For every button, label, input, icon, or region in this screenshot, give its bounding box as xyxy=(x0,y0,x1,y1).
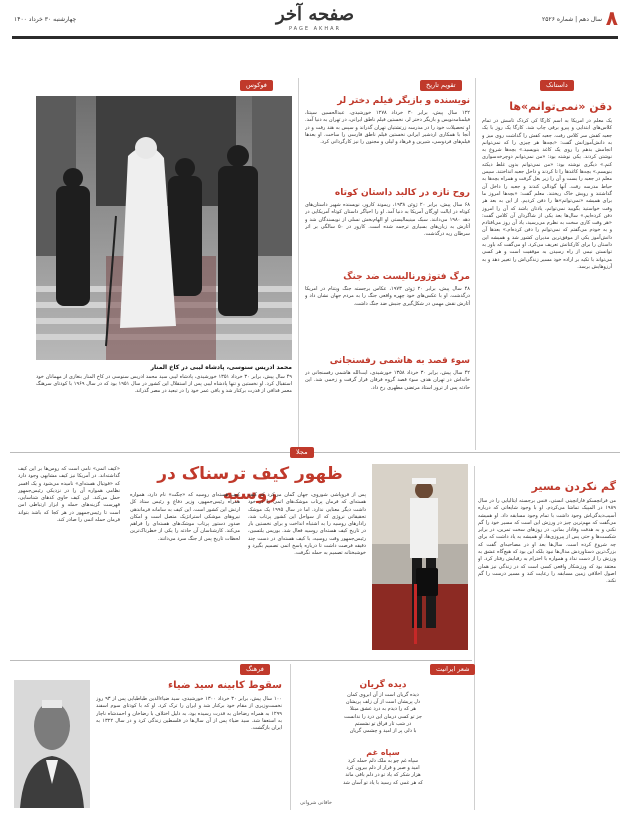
column-divider xyxy=(290,664,291,810)
mosaba-title: ظهور کیف ترسناک در روسیه xyxy=(157,464,343,504)
gom-title: گم نکردن مسیر xyxy=(531,480,616,493)
section-tag-dastanak: داستانک xyxy=(540,80,574,91)
historic-photo-image xyxy=(36,96,292,360)
photo-caption-title: محمد ادریس سنوسی، پادشاه لیبی در کاخ المنار xyxy=(150,364,292,371)
column-divider xyxy=(475,78,476,450)
page-number: ۸ xyxy=(605,6,618,30)
taqvim-item-title: روح تازه در کالبد داستان کوتاه xyxy=(334,188,470,198)
dastanak-body: یک معلم در آمریکا به اسم کارگا کی کردک تاسش در تمام کلاس‌های ابتدایی و پیرو برقی چاپ شد. کارگا یک روز با یک جعبه کفش سر کلاس رفت. جعبه کفش را گذاشت روی میز و به دانش‌آموزانش گفت: «بچه‌ها هر چیزی را که نمی‌توانم انجامش بدهم را روی یک کاغذ بنویسید.» بچه‌ها شروع به نوشتن کردند. یکی نوشته بود: «من نمی‌توانم دوچرخه‌سواری کنم.» دیگری نوشته بود: «من نمی‌توانم بدون غلط دیکته بنویسم.» بچه‌ها کاغذها را تا کردند و داخل جعبه انداختند. سپس معلم در جعبه را بست و آن را زیر بغل گرفت و همراه بچه‌ها به حیاط مدرسه رفت. آنها گودالی کندند و جعبه را داخل آن گذاشتند و رویش خاک ریختند. معلم گفت: «بچه‌ها امروز ما برای همیشه «نمی‌توانم»ها را دفن کردیم. از این به بعد هر وقت خواستید بگویید نمی‌توانم، یادتان باشد که آن را امروز دفن کرده‌ایم.» سال‌ها بعد یکی از شاگردان آن کلاس گفت: «هر وقت کاری سخت به نظرم می‌رسید، یاد آن روز می‌افتادم و به خودم می‌گفتم که نمی‌توانم را دفن کرده‌ام.» بعدها آن دانش‌آموز یکی از موفق‌ترین مدیران کشور شد و همیشه این داستان را برای کارکنانش تعریف می‌کرد. او می‌گفت که باور به توانستن نیمی از راه رسیدن به موفقیت است و هر کسی می‌تواند با تکیه بر اراده خود مسیر زندگی‌اش را تغییر دهد و به آرزوهایش برسد. xyxy=(482,118,612,270)
photo-caption-body: ۴۹ سال پیش، برابر ۳۰ خرداد ۱۳۵۱ خورشیدی، پادشاه لیبی سید محمد ادریس سنوسی در کاخ المنار بنغازی از مهمانان خود استقبال کرد. او نخستین و تنها پادشاه لیبی پس از استقلال این کشور در سال ۱۹۵۱ بود که در سال ۱۹۶۹ با کودتای سرهنگ معمر قذافی از قدرت برکنار شد و باقی عمر خود را در تبعید در مصر گذراند. xyxy=(36,374,292,394)
poem-body: دیده گریان است از آن ابروی کمان دل پریشان است از آن زلف پریشان هر که را دیدم به درد عشق مبتلا جز تو کسی درمان این درد را ندانست در شب تار فراق تو نشستم با دلی پر از امید و چشمی گریان xyxy=(344,692,422,735)
farhang-title: سقوط کابینه سید ضیاء xyxy=(168,680,282,691)
mosaba-column: «کیف اتمی» نامی است که روس‌ها بر این کیف گذاشته‌اند. در آمریکا نیز کیف مشابهی وجود دارد که «فوتبال هسته‌ای» نامیده می‌شود و یک افسر نظامی همواره آن را در نزدیکی رئیس‌جمهور حمل می‌کند. این کیف حاوی کدهای شناسایی، فهرست گزینه‌های حمله و ابزار ارتباطی امن است تا رئیس‌جمهور در هر کجا که باشد بتواند فرمان حمله اتمی را صادر کند. xyxy=(18,466,120,524)
farhang-body: ۱۰۰ سال پیش، برابر ۳۰ خرداد ۱۳۰۰ خورشیدی، سید ضیاءالدین طباطبایی پس از ۹۳ روز نخست‌وزیری از مقام خود برکنار شد و ایران را ترک کرد. او که با کودتای سوم اسفند ۱۲۹۹ به همراه رضاخان به قدرت رسیده بود، به دلیل اختلاف با رضاخان و احمدشاه ناچار به استعفا شد. سید ضیاء پس از آن سال‌ها در فلسطین زندگی کرد و در سال ۱۳۲۲ به ایران بازگشت. xyxy=(96,696,282,732)
column-divider xyxy=(298,78,299,450)
section-tag-farhang: فرهنگ xyxy=(240,664,270,675)
section-tag-photo: فوکوس xyxy=(240,80,273,91)
date-info: چهارشنبه ۳۰ خرداد ۱۴۰۰ xyxy=(14,16,77,23)
section-rule xyxy=(10,660,472,661)
soldier-photo-image xyxy=(372,464,468,650)
taqvim-item-body: ۱۲۲ سال پیش، برابر ۳۰ خرداد ۱۲۷۸ خورشیدی، عبدالحسین سپنتا، فیلمنامه‌نویس و بازیگر دختر لر، نخستین فیلم ناطق ایرانی، در تهران به دنیا آمد. او تحصیلات خود را در مدرسه زرتشتیان تهران گذراند و سپس به هند رفت و در آنجا با همکاری اردشیر ایرانی نخستین فیلم ناطق فارسی را ساخت. او بعدها فیلم‌های فردوسی، شیرین و فرهاد و لیلی و مجنون را نیز کارگردانی کرد. xyxy=(305,110,470,146)
taqvim-item-body: ۴۲ سال پیش، برابر ۳۰ خرداد ۱۳۵۸ خورشیدی، آیت‌الله هاشمی رفسنجانی در خانه‌اش در تهران هدف سوء قصد گروه فرقان قرار گرفت و زخمی شد. این حادثه پس از ترور استاد مرتضی مطهری رخ داد. xyxy=(305,370,470,391)
portrait-photo xyxy=(14,680,90,808)
taqvim-item-title: نویسنده و بازیگر فیلم دختر لر xyxy=(337,96,470,106)
taqvim-item-title: سوء قصد به هاشمی رفسنجانی xyxy=(329,356,470,366)
portrait-photo-image xyxy=(14,680,90,808)
masthead-subtitle: PAGE AKHAR xyxy=(288,26,341,32)
taqvim-item-title: مرگ فتوژورنالیست ضد جنگ xyxy=(343,272,470,282)
historic-photo xyxy=(36,96,292,360)
taqvim-item-body: ۴۸ سال پیش، برابر ۲۰ ژوئن ۱۹۷۳، عکاس برجسته جنگ ویتنام در آمریکا درگذشت. او با عکس‌های خود چهره واقعی جنگ را به مردم جهان نشان داد و آثارش نقش مهمی در شکل‌گیری جنبش ضد جنگ داشت. xyxy=(305,286,470,307)
section-tag-sher: شعر ایرانیت xyxy=(430,664,475,675)
section-rule xyxy=(10,452,620,453)
poem-title: دیده گریان xyxy=(359,680,407,690)
poem-author: خاقانی شروانی xyxy=(300,800,332,806)
section-tag-taqvim: تقویم تاریخ xyxy=(420,80,462,91)
header-rule xyxy=(12,36,618,39)
section-tag-mosaba: مجلا xyxy=(290,447,314,458)
gom-body: من فرانچسکو فارانچینی آنستی، فنس برجسته ایتالیایی را در سال ۱۹۸۹ در المپیک تماشا می‌کردم. او با وجود شایعاتی که درباره آسیب‌دیدگی‌اش وجود داشت با تمام وجود مسابقه داد. او همیشه می‌گفت که مهم‌ترین چیز در ورزش این است که مسیر خود را گم نکنی و به هدفت وفادار بمانی. در روزهای سخت تمرین، در برابر شکست‌ها و حتی پس از پیروزی‌ها، او همیشه به یاد داشت که برای چه شروع کرده است. سال‌ها بعد او در مصاحبه‌ای گفت که بزرگ‌ترین دستاوردش مدال‌ها نبود بلکه این بود که هیچ‌گاه عشق به ورزش را از دست نداد و همواره با احترام به رقبایش رفتار کرد. او معتقد بود که ورزشکار واقعی کسی است که در زندگی نیز همان اصول اخلاقی زمین مسابقه را رعایت کند و مسیر درست را گم نکند. xyxy=(478,498,616,585)
soldier-photo xyxy=(372,464,468,650)
poem-second-title: سپاه غم xyxy=(366,748,400,757)
mosaba-column: پس از فروپاشی شوروی، جهان گمان می‌کرد که کیف هسته‌ای که فرمان پرتاب موشک‌های اتمی را در خود داشت دیگر معنایی ندارد. اما در سال ۱۹۹۵ یک موشک تحقیقاتی نروژی که از سواحل این کشور پرتاب شد، رادارهای روسیه را به اشتباه انداخت و برای نخستین بار در تاریخ کیف هسته‌ای روسیه فعال شد. بوریس یلتسین، رئیس‌جمهور وقت روسیه، با کیف هسته‌ای در دست چند دقیقه فرصت داشت تا درباره پاسخ اتمی تصمیم بگیرد و خوشبختانه تصمیم به حمله نگرفت. xyxy=(248,492,366,557)
masthead: صفحه آخر xyxy=(276,4,354,25)
column-divider xyxy=(474,466,475,810)
dastanak-title: دقن «نمی‌توانم»ها xyxy=(509,100,612,113)
taqvim-item-body: ۶۸ سال پیش، برابر ۲۰ ژوئن ۱۹۳۸، ریموند کارور، نویسنده شهیر داستان‌های کوتاه در ایالت اورگان آمریکا به دنیا آمد. او را احیاگر داستان کوتاه آمریکایی در دهه ۱۹۸۰ می‌دانند. سبک مینیمالیستی او الهام‌بخش نسلی از نویسندگان شد و آثارش به زبان‌های بسیاری ترجمه شده است. کارور در ۵۰ سالگی بر اثر سرطان ریه درگذشت. xyxy=(305,202,470,238)
poem-second-body: سپاه غم چو به ملک دلم حمله کرد امید و صبر و قرار از دلم بیرون کرد هزار شکر که یاد تو در دلم باقی ماند که هر غمی که رسید با یاد تو آسان شد xyxy=(343,758,423,786)
mosaba-column: کیف هسته‌ای روسیه که «چگت» نام دارد، همواره همراه رئیس‌جمهور، وزیر دفاع و رئیس ستاد کل ارتش این کشور است. این کیف به سامانه فرماندهی نیروهای موشکی استراتژیک متصل است و امکان صدور دستور پرتاب موشک‌های هسته‌ای را فراهم می‌کند. کارشناسان آن حادثه را یکی از خطرناک‌ترین لحظات تاریخ پس از جنگ سرد می‌دانند. xyxy=(130,492,240,542)
issue-info: سال دهم | شماره ۲۵۲۶ xyxy=(542,16,602,23)
